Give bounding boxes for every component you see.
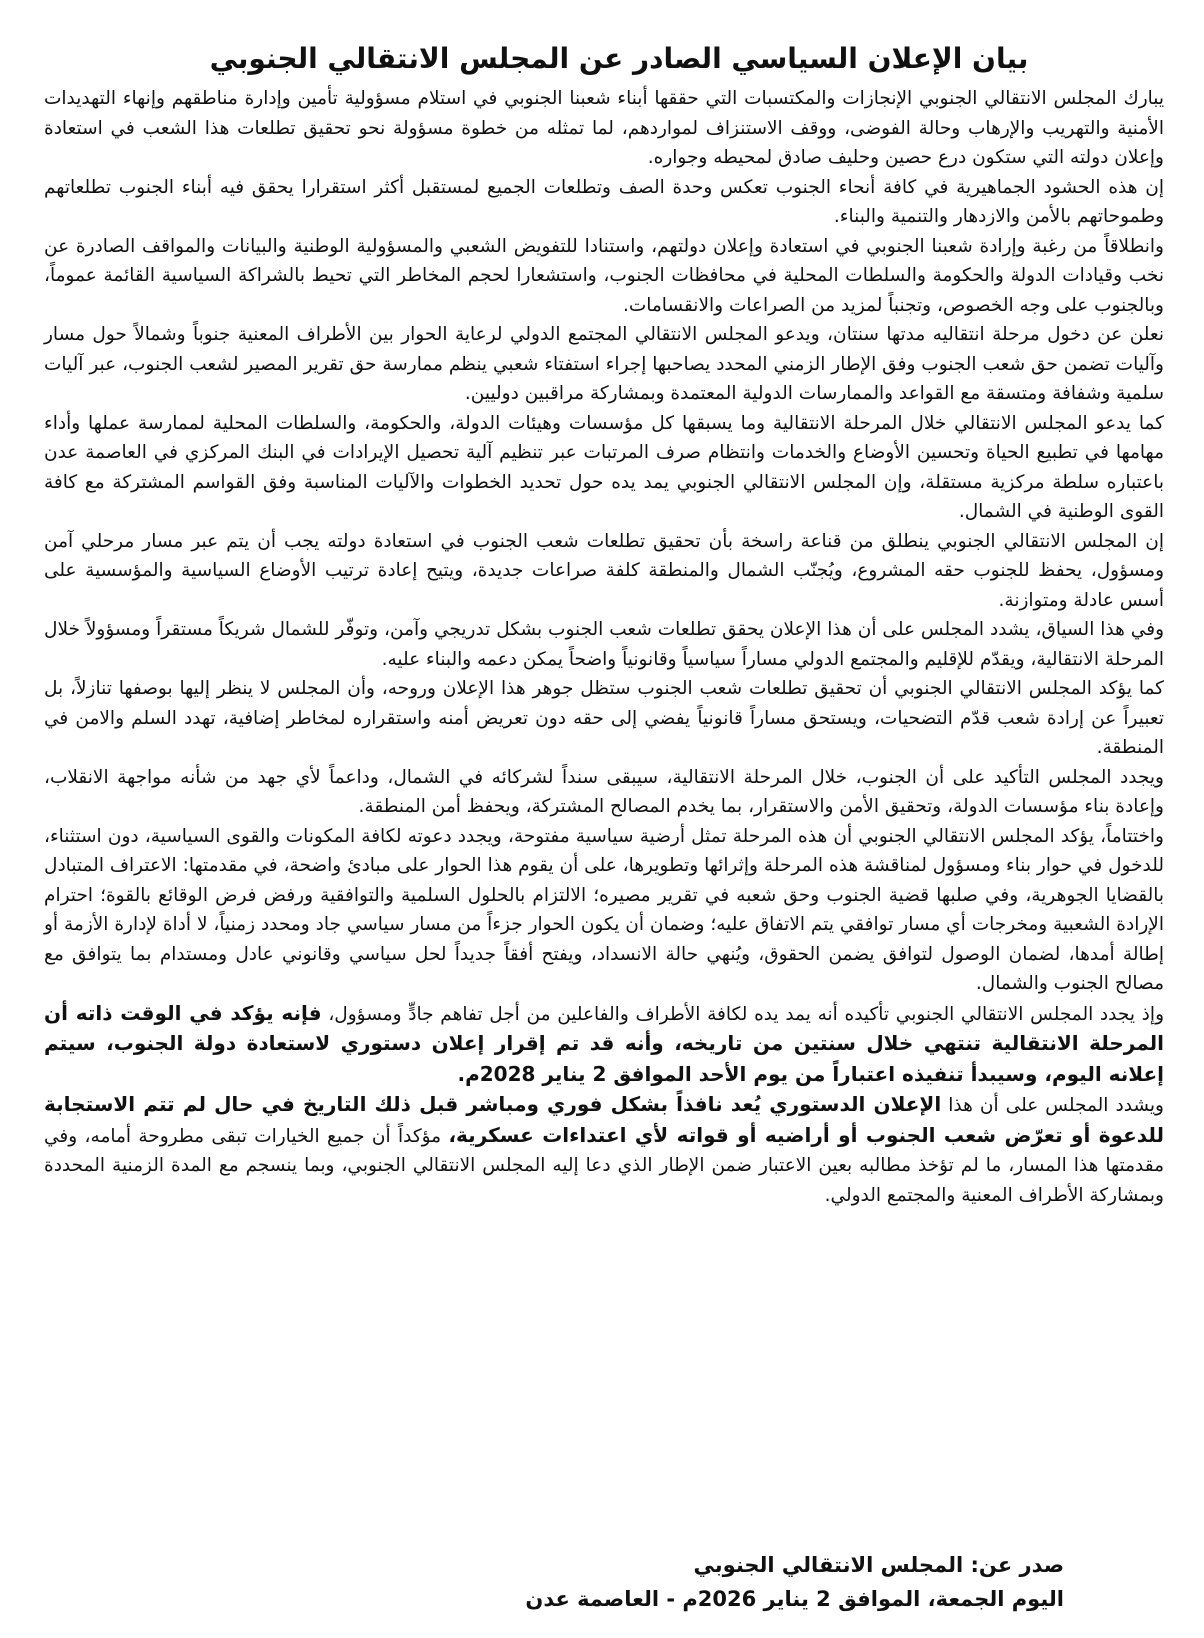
- paragraph-constitutional-bold: فإنه يؤكد في الوقت ذاته أن المرحلة الانتقالية تنتهي خلال سنتين من تاريخه، وأنه قد تم إقرار إعلان دستوري لاستعادة دولة الجنوب، سيتم إعلانه اليوم، وسيبدأ تنفيذه اعتباراً من يوم الأحد الموافق 2 يناير 2028م.: [44, 1000, 1164, 1086]
- issued-by: صدر عن: المجلس الانتقالي الجنوبي: [693, 1553, 1064, 1577]
- paragraph-achievements: يبارك المجلس الانتقالي الجنوبي الإنجازات والمكتسبات التي حققها أبناء شعبنا الجنوبي في استلام مسؤولية تأمين وإدارة مناطقهم وإنهاء التهديدات الأمنية والتهريب والإرهاب وحالة الفوضى، ووقف الاستنزاف لمواردهم، لما تمثله من خطوة مسؤولة نحو تحقيق تطلعات هذا الشعب في استعادة وإعلان دولته التي ستكون درع حصين وحليف صادق لمحيطه وجواره.: [44, 88, 1164, 168]
- paragraph-immediate-rest: مؤكداً أن جميع الخيارات تبقى مطروحة أمامه، وفي مقدمتها هذا المسار، ما لم تؤخذ مطالبه بعين الاعتبار ضمن الإطار الذي دعا إليه المجلس الانتقالي الجنوبي، وبما ينسجم مع المدة الزمنية المحددة وبمشاركة الأطراف المعنية والمجتمع الدولي.: [44, 1125, 1164, 1206]
- paragraph-conclusion: واختتاماً، يؤكد المجلس الانتقالي الجنوبي أن هذه المرحلة تمثل أرضية سياسية مفتوحة، ويجدد دعوته لكافة المكونات والقوى السياسية، دون استثناء، للدخول في حوار بناء ومسؤول لمناقشة هذه المرحلة وإثرائها وتطويرها، على أن يقوم هذا الحوار على مبادئ واضحة، في مقدمتها: الاعتراف المتبادل بالقضايا الجوهرية، وفي صلبها قضية الجنوب وحق شعبه في تقرير مصيره؛ الالتزام بالحلول السلمية والتوافقية ورفض فرض الوقائع بالقوة؛ احترام الإرادة الشعبية ومخرجات أي مسار توافقي يتم الاتفاق عليه؛ وضمان أن يكون الحوار جزءاً من مسار سياسي جاد ومحدد زمنياً، لا أداة لإدارة الأزمة أو إطالة أمدها، لضمان الوصول لتوافق يضمن الحقوق، ويُنهي حالة الانسداد، ويفتح أفقاً جديداً لحل سياسي وقانوني عادل ومستدام بما يتوافق مع مصالح الجنوب والشمال.: [44, 825, 1164, 994]
- paragraph-transition-announcement: نعلن عن دخول مرحلة انتقاليه مدتها سنتان، ويدعو المجلس الانتقالي المجتمع الدولي لرعاية الحوار بين الأطراف المعنية جنوباً وشمالاً حول مسار وآليات تضمن حق شعب الجنوب وفق الإطار الزمني المحدد يصاحبها إجراء استفتاء شعبي ينظم ممارسة حق تقرير المصير لشعب الجنوب، عبر آليات سلمية وشفافة ومتسقة مع القواعد والممارسات الدولية المعتمدة وبمشاركة مراقبين دوليين.: [44, 324, 1164, 404]
- paragraph-mandate: وانطلاقاً من رغبة وإرادة شعبنا الجنوبي في استعادة وإعلان دولتهم، واستنادا للتفويض الشعبي والمسؤولية الوطنية والبيانات والمواقف الصادرة عن نخب وقيادات الدولة والحكومة والسلطات المحلية في محافظات الجنوب، واستشعارا لحجم المخاطر التي تحيط بالشراكة السياسية القائمة عموماً، وبالجنوب على وجه الخصوص، وتجنباً لمزيد من الصراعات والانقسامات.: [44, 235, 1164, 316]
- paragraph-conviction: إن المجلس الانتقالي الجنوبي ينطلق من قناعة راسخة بأن تحقيق تطلعات شعب الجنوب في استعادة دولته يجب أن يتم عبر مسار مرحلي آمن ومسؤول، يحفظ للجنوب حقه المشروع، ويُجنّب الشمال والمنطقة كلفة صراعات جديدة، ويتيح إعادة ترتيب الأوضاع السياسية والمؤسسية على أسس عادلة ومتوازنة.: [44, 530, 1164, 611]
- paragraph-immediate-bold: الإعلان الدستوري يُعد نافذاً بشكل فوري ومباشر قبل ذلك التاريخ في حال لم تتم الاستجابة للدعوة أو تعرّض شعب الجنوب أو أراضيه أو قواته لأي اعتداءات عسكرية،: [44, 1092, 1164, 1147]
- paragraph-aspirations: كما يؤكد المجلس الانتقالي الجنوبي أن تحقيق تطلعات شعب الجنوب ستظل جوهر هذا الإعلان وروحه، وأن المجلس لا ينظر إليها بوصفها تنازلاً، بل تعبيراً عن إرادة شعب قدّم التضحيات، ويستحق مساراً قانونياً يفضي إلى حقه دون تعريض أمنه واستقراره لمخاطر إضافية، تهدد السلم والامن في المنطقة.: [44, 678, 1164, 758]
- paragraph-partners: ويجدد المجلس التأكيد على أن الجنوب، خلال المرحلة الانتقالية، سيبقى سنداً لشركائه في الشمال، وداعماً لأي جهد من شأنه مواجهة الانقلاب، وإعادة بناء مؤسسات الدولة، وتحقيق الأمن والاستقرار، بما يخدم المصالح المشتركة، ويحفظ أمن المنطقة.: [44, 766, 1164, 817]
- date-place: اليوم الجمعة، الموافق 2 يناير 2026م - العاصمة عدن: [525, 1587, 1064, 1611]
- paragraph-context: وفي هذا السياق، يشدد المجلس على أن هذا الإعلان يحقق تطلعات شعب الجنوب بشكل تدريجي وآمن، وتوفّر للشمال شريكاً مستقراً ومسؤولاً خلال المرحلة الانتقالية، ويقدّم للإقليم والمجتمع الدولي مساراً سياسياً وقانونياً واضحاً يمكن دعمه والبناء عليه.: [44, 619, 1164, 670]
- paragraph-crowds: إن هذه الحشود الجماهيرية في كافة أنحاء الجنوب تعكس وحدة الصف وتطلعات الجميع لمستقبل أكثر استقرارا يحقق فيه أبناء الجنوب تطلعاتهم وطموحاتهم بالأمن والازدهار والتنمية والبناء.: [44, 176, 1164, 227]
- paragraph-institutions-call: كما يدعو المجلس الانتقالي خلال المرحلة الانتقالية وما يسبقها كل مؤسسات وهيئات الدولة، والحكومة، والسلطات المحلية لممارسة عملها وأداء مهامها في تطبيع الحياة وتحسين الأوضاع والخدمات وانتظام صرف المرتبات عبر تنظيم آلية تحصيل الإيرادات في البنك المركزي في العاصمة عدن باعتباره سلطة مركزية مستقلة، وإن المجلس الانتقالي الجنوبي يمد يده حول تحديد الخطوات والآليات المناسبة وفق القواسم المشتركة مع كافة القوى الوطنية في الشمال.: [44, 412, 1164, 522]
- paragraph-constitutional-intro: وإذ يجدد المجلس الانتقالي الجنوبي تأكيده أنه يمد يده لكافة الأطراف والفاعلين من أجل تفاهم جادٍّ ومسؤول،: [321, 1003, 1164, 1025]
- paragraph-immediate-intro: ويشدد المجلس على أن هذا: [941, 1095, 1164, 1116]
- document-title: بيان الإعلان السياسي الصادر عن المجلس الانتقالي الجنوبي: [209, 42, 1029, 75]
- document-body: [44, 84, 1164, 1210]
- paragraph-immediate-effect: [44, 1090, 1164, 1210]
- paragraph-constitutional-declaration: [44, 999, 1164, 1091]
- signature-block: [525, 1548, 1064, 1616]
